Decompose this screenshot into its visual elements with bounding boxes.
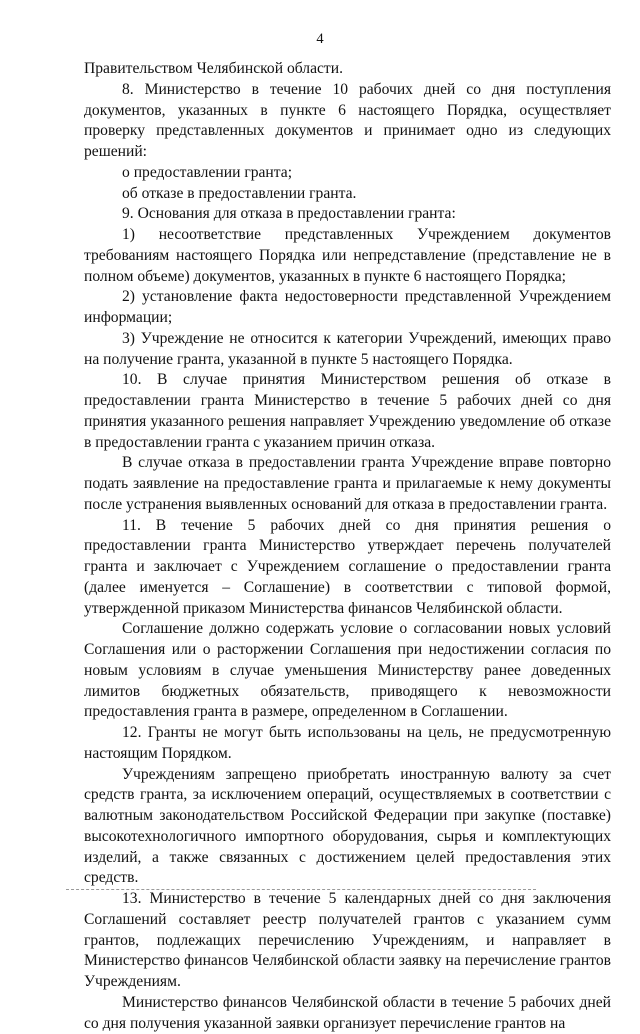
paragraph-item-9-2: 2) установление факта недостоверности представленной Учреждением информации;	[84, 288, 611, 326]
document-body	[84, 59, 611, 1034]
paragraph-item-13-transfer: Министерство финансов Челябинской области в течение 5 рабочих дней со дня получения указанной заявки организует перечисление грантов на	[84, 993, 611, 1032]
paragraph-item-9-1: 1) несоответствие представленных Учреждением документов требованиям настоящего Порядка или непредставление (представление не в полном объеме) документов, указанных в пункте 6 настоящего Порядка;	[84, 226, 611, 285]
paragraph-item-10: 10. В случае принятия Министерством решения об отказе в предоставлении гранта Министерство в течение 5 рабочих дней со дня принятия указанного решения направляет Учреждению уведомление об отказе в предоставлении гранта с указанием причин отказа.	[84, 371, 611, 451]
paragraph-item-13: 13. Министерство в течение 5 календарных дней со дня заключения Соглашений составляет реестр получателей грантов с указанием сумм грантов, подлежащих перечислению Учреждениям, и направляет в Министерство финансов Челябинской области заявку на перечисление грантов Учреждениям.	[84, 890, 611, 990]
paragraph-decision-refusal: об отказе в предоставлении гранта.	[122, 184, 357, 202]
paragraph-continuation: Правительством Челябинской области.	[84, 60, 343, 77]
bottom-divider	[66, 889, 536, 890]
paragraph-item-9-3: 3) Учреждение не относится к категории Учреждений, имеющих право на получение гранта, указанной в пункте 5 настоящего Порядка.	[84, 329, 611, 368]
page-number: 4	[316, 31, 324, 47]
paragraph-item-12-currency: Учреждениям запрещено приобретать иностранную валюту за счет средств гранта, за исключением операций, осуществляемых в соответствии с валютным законодательством Российской Федерации при закупке (поставке) высокотехнологичного импортного оборудования, сырья и комплектующих изделий, а также связанных с достижением целей предоставления этих средств.	[84, 765, 611, 887]
paragraph-item-11: 11. В течение 5 рабочих дней со дня принятия решения о предоставлении гранта Министерство утверждает перечень получателей гранта и заключает с Учреждением соглашение о предоставлении гранта (далее именуется – Соглашение) в соответствии с типовой формой, утвержденной приказом Министерства финансов Челябинской области.	[84, 516, 611, 617]
paragraph-decision-grant: о предоставлении гранта;	[122, 163, 293, 181]
paragraph-item-12: 12. Гранты не могут быть использованы на цель, не предусмотренную настоящим Порядком.	[84, 724, 611, 762]
paragraph-item-8: 8. Министерство в течение 10 рабочих дней со дня поступления документов, указанных в пункте 6 настоящего Порядка, осуществляет проверку представленных документов и принимает одно из следующих решений:	[84, 80, 611, 160]
paragraph-item-9: 9. Основания для отказа в предоставлении гранта:	[122, 205, 456, 223]
paragraph-item-10-repeat: В случае отказа в предоставлении гранта Учреждение вправе повторно подать заявление на предоставление гранта и прилагаемые к нему документы после устранения выявленных оснований для отказа в предоставлении гранта.	[84, 454, 611, 513]
paragraph-item-11-agreement: Соглашение должно содержать условие о согласовании новых условий Соглашения или о расторжении Соглашения при недостижении согласия по новым условиям в случае уменьшения Министерству ранее доведенных лимитов бюджетных обязательств, приводящего к невозможности предоставления гранта в размере, определенном в Соглашении.	[84, 620, 611, 721]
